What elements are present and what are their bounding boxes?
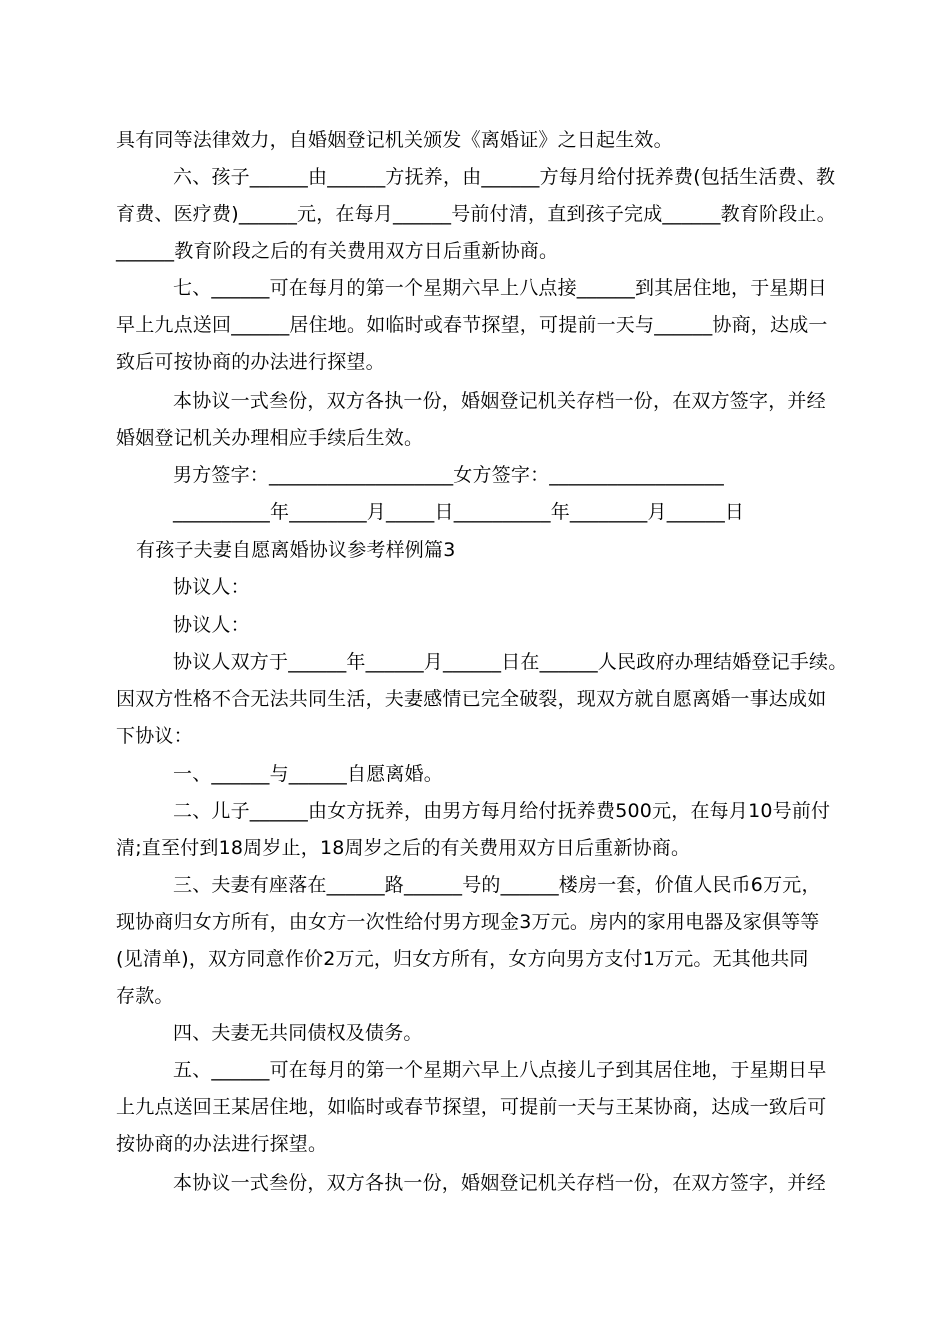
paragraph-line: 六、孩子______由______方抚养，由______方每月给付抚养费(包括生活费、教 bbox=[173, 166, 836, 188]
paragraph-line: ______教育阶段之后的有关费用双方日后重新协商。 bbox=[116, 240, 559, 262]
party-line: 协议人： bbox=[173, 576, 250, 598]
section-heading: 有孩子夫妻自愿离婚协议参考样例篇3 bbox=[136, 539, 456, 561]
paragraph-line: 现协商归女方所有，由女方一次性给付男方现金3万元。房内的家用电器及家俱等等 bbox=[116, 911, 820, 933]
paragraph-line: 协议人双方于______年______月______日在______人民政府办理结婚登记手续。 bbox=[173, 651, 848, 673]
paragraph-line: 早上九点送回______居住地。如临时或春节探望，可提前一天与______协商，达成一 bbox=[116, 314, 828, 336]
paragraph-line: 具有同等法律效力，自婚姻登记机关颁发《离婚证》之日起生效。 bbox=[116, 129, 673, 151]
paragraph-line: 按协商的办法进行探望。 bbox=[116, 1133, 328, 1155]
party-line: 协议人： bbox=[173, 614, 250, 636]
paragraph-line: 上九点送回王某居住地，如临时或春节探望，可提前一天与王某协商，达成一致后可 bbox=[116, 1096, 827, 1118]
paragraph-line: 四、夫妻无共同债权及债务。 bbox=[173, 1022, 423, 1044]
paragraph-line: 本协议一式叁份，双方各执一份，婚姻登记机关存档一份，在双方签字，并经 bbox=[173, 1172, 826, 1194]
paragraph-line: 一、______与______自愿离婚。 bbox=[173, 763, 444, 785]
paragraph-line: 清;直至付到18周岁止，18周岁之后的有关费用双方日后重新协商。 bbox=[116, 837, 691, 859]
paragraph-line: 致后可按协商的办法进行探望。 bbox=[116, 351, 385, 373]
paragraph-line: 七、______可在每月的第一个星期六早上八点接______到其居住地，于星期日 bbox=[173, 277, 828, 299]
paragraph-line: 下协议： bbox=[116, 725, 193, 747]
paragraph-line: 存款。 bbox=[116, 985, 174, 1007]
paragraph-line: 本协议一式叁份，双方各执一份，婚姻登记机关存档一份，在双方签字，并经 bbox=[173, 390, 826, 412]
paragraph-line: (见清单)，双方同意作价2万元，归女方所有，女方向男方支付1万元。无其他共同 bbox=[116, 948, 809, 970]
signature-line: 男方签字：___________________女方签字：__________________ bbox=[173, 464, 724, 486]
paragraph-line: 育费、医疗费)______元，在每月______号前付清，直到孩子完成______教育阶段止。 bbox=[116, 203, 836, 225]
paragraph-line: 因双方性格不合无法共同生活，夫妻感情已完全破裂，现双方就自愿离婚一事达成如 bbox=[116, 688, 827, 710]
paragraph-line: 二、儿子______由女方抚养，由男方每月给付抚养费500元，在每月10号前付 bbox=[173, 800, 831, 822]
date-line: __________年________月_____日__________年________月______日 bbox=[173, 501, 745, 523]
paragraph-line: 三、夫妻有座落在______路______号的______楼房一套，价值人民币6万元， bbox=[173, 874, 821, 896]
paragraph-line: 五、______可在每月的第一个星期六早上八点接儿子到其居住地，于星期日早 bbox=[173, 1059, 827, 1081]
paragraph-line: 婚姻登记机关办理相应手续后生效。 bbox=[116, 427, 424, 449]
